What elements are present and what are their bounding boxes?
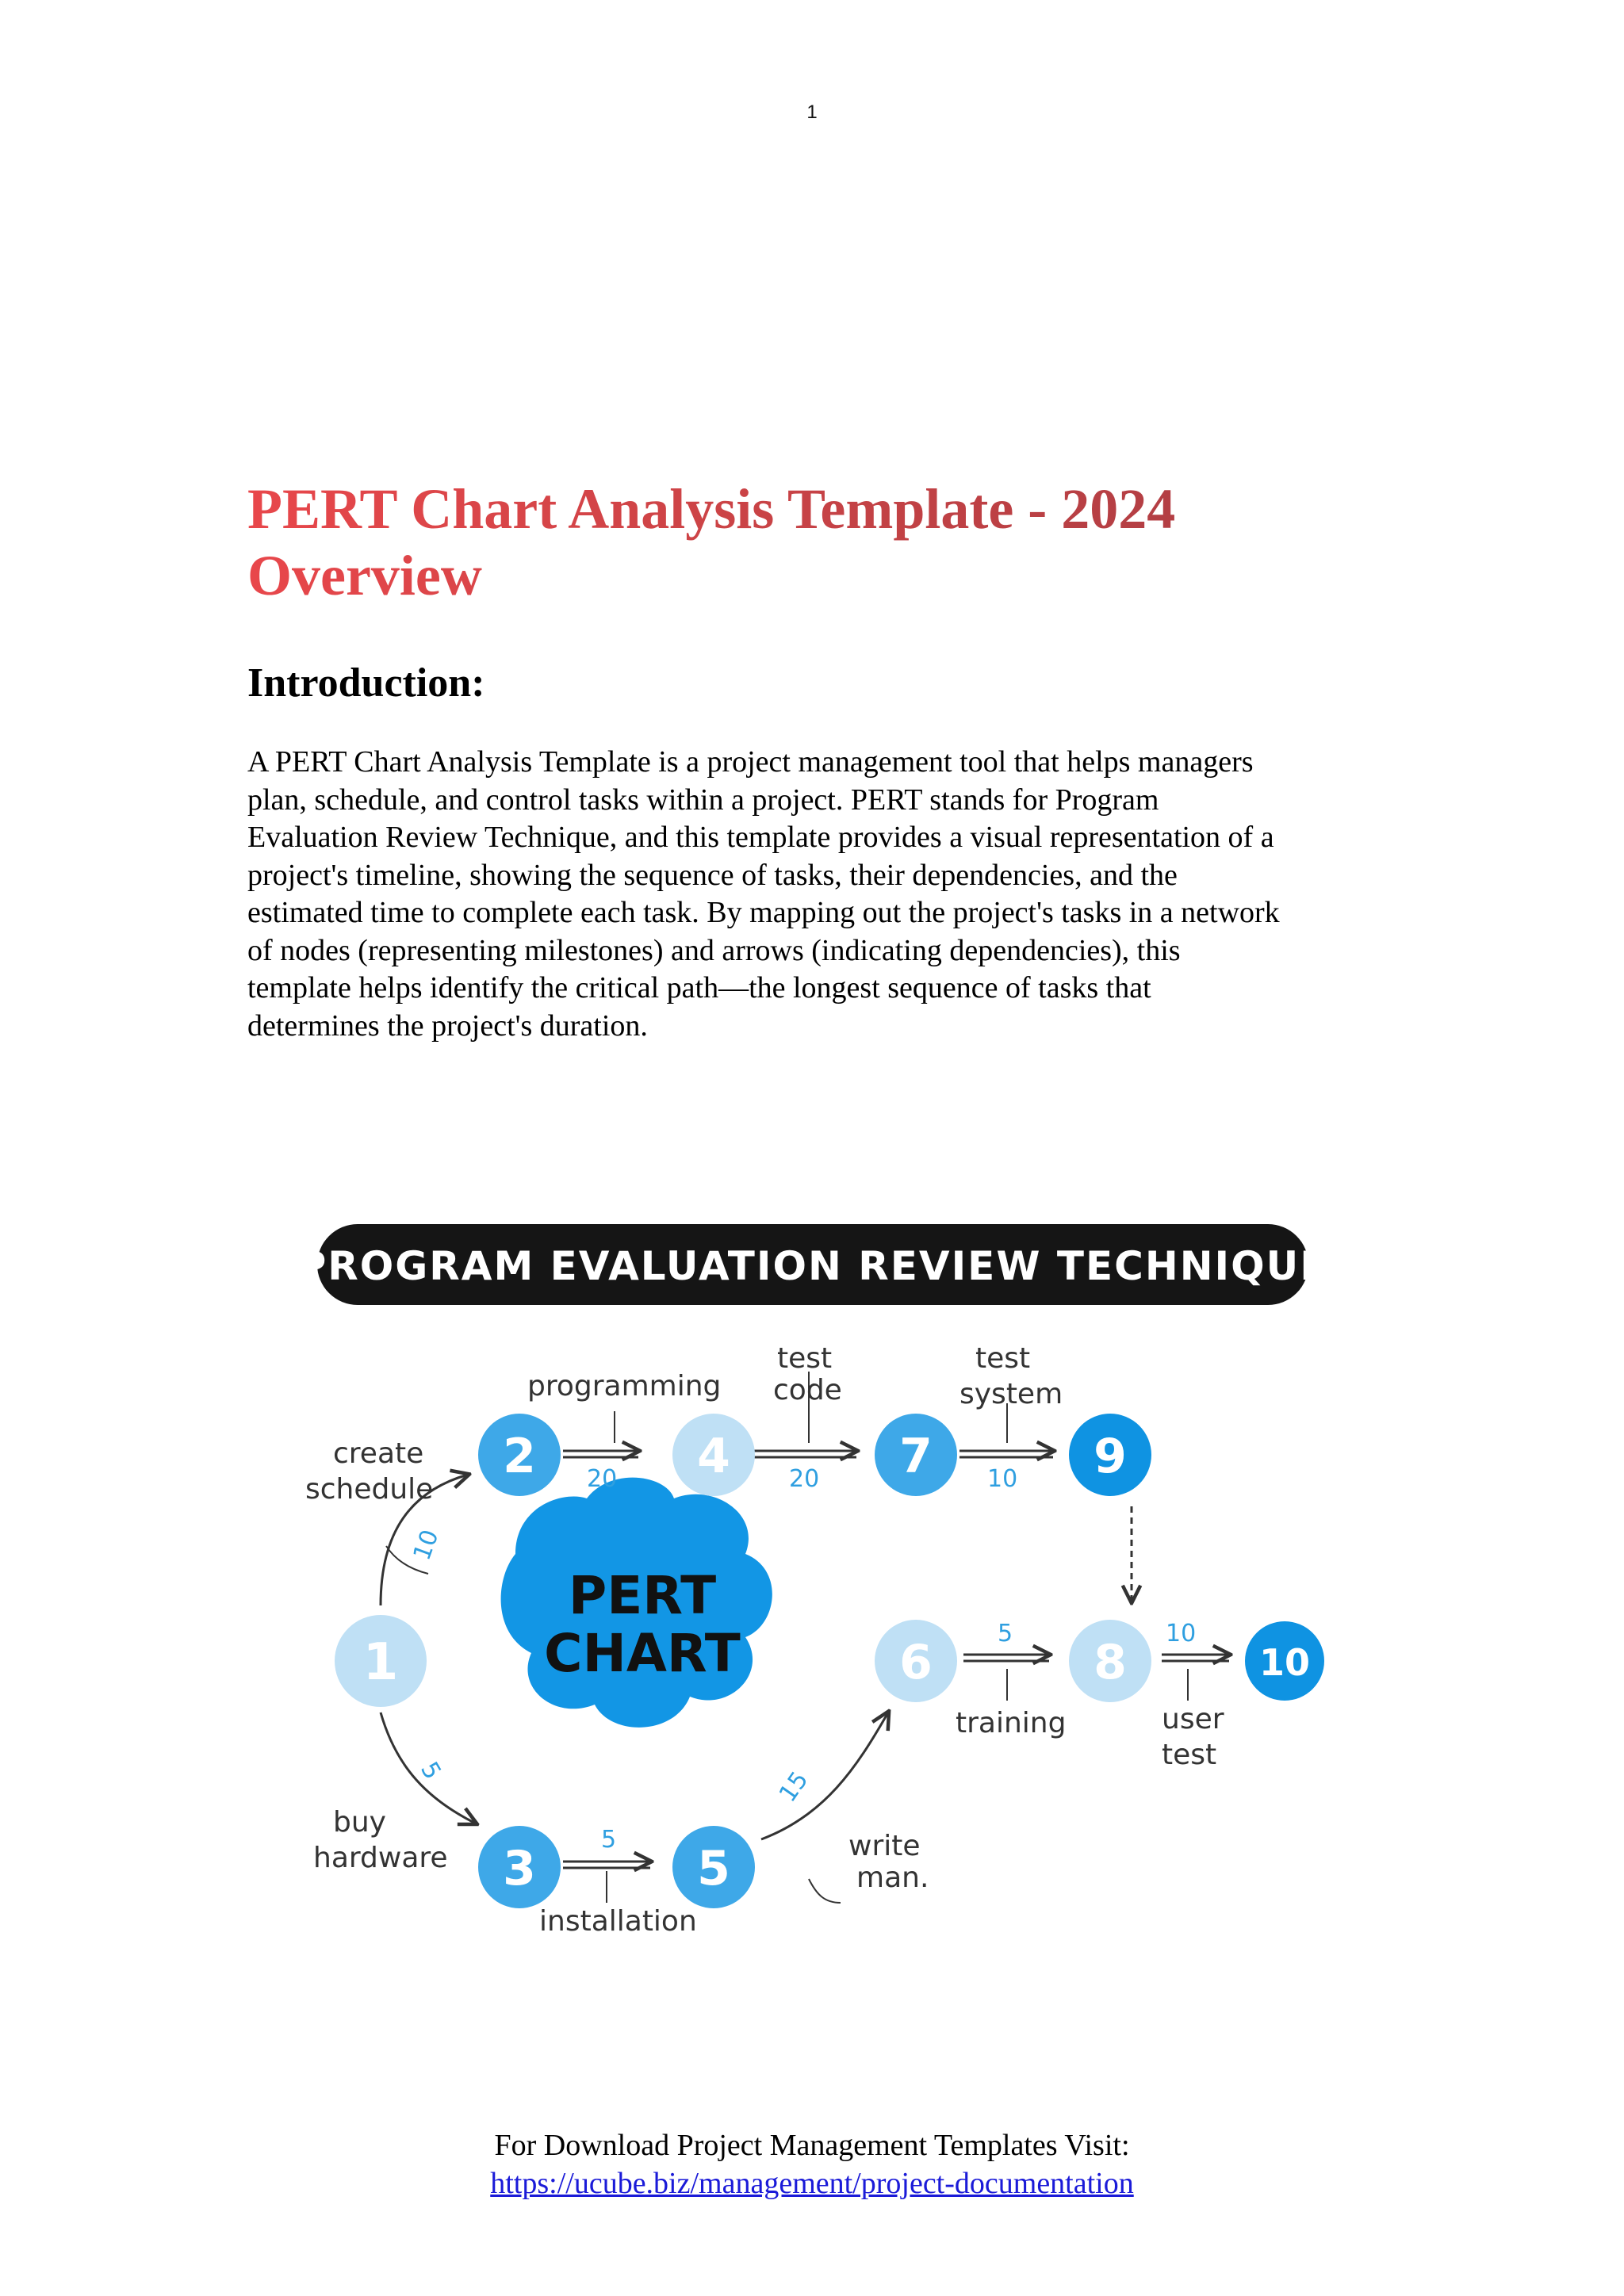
node-label: 5 [697, 1841, 730, 1896]
node-label: 4 [697, 1429, 730, 1484]
blob-label-1: PERT [568, 1565, 717, 1626]
task-test-system-line2: system [959, 1378, 1063, 1410]
intro-line: project's timeline, showing the sequence of tasks, their dependencies, and the [247, 858, 1178, 892]
node-10 [1245, 1621, 1324, 1701]
node-label: 10 [1258, 1641, 1311, 1684]
intro-line: Evaluation Review Technique, and this template provides a visual representation of a [247, 821, 1274, 854]
banner [301, 1224, 1324, 1305]
node-label: 2 [503, 1429, 536, 1484]
node-label: 1 [362, 1633, 399, 1692]
duration-8-10: 10 [1166, 1620, 1197, 1647]
pert-chart-blob [501, 1478, 772, 1728]
task-user-test-line2: test [1162, 1739, 1217, 1771]
node-label: 7 [899, 1429, 933, 1484]
task-test-code-line1: test [777, 1342, 833, 1375]
node-3 [478, 1826, 561, 1908]
node-9 [1069, 1414, 1151, 1496]
task-write-line2: man. [856, 1862, 929, 1894]
intro-line: A PERT Chart Analysis Template is a project management tool that helps managers [247, 745, 1254, 779]
task-training: training [956, 1707, 1067, 1739]
duration-3-5: 5 [601, 1826, 617, 1854]
footer [0, 2126, 1624, 2202]
intro-line: of nodes (representing milestones) and arrows (indicating dependencies), this [247, 933, 1181, 967]
task-create-line1: create [333, 1437, 424, 1470]
page-title [247, 476, 1389, 609]
footer-link[interactable]: https://ucube.biz/management/project-documentation [490, 2167, 1134, 2200]
intro-line: estimated time to complete each task. By mapping out the project's tasks in a network [247, 896, 1280, 929]
node-label: 6 [899, 1635, 933, 1690]
banner-text: PROGRAM EVALUATION REVIEW TECHNIQUE [301, 1243, 1324, 1289]
intro-line: plan, schedule, and control tasks within a project. PERT stands for Program [247, 783, 1159, 817]
node-label: 3 [503, 1841, 536, 1896]
footer-text: For Download Project Management Templates Visit: [494, 2129, 1130, 2162]
node-4 [672, 1414, 755, 1496]
node-8 [1069, 1620, 1151, 1702]
pert-diagram-svg [301, 1213, 1324, 1974]
duration-4-7: 20 [789, 1465, 820, 1493]
page-number: 1 [806, 101, 818, 123]
node-5 [672, 1826, 755, 1908]
leader-write-man [809, 1879, 841, 1903]
page-title-line-1: PERT Chart Analysis Template - 2024 [247, 477, 1176, 541]
duration-7-9: 10 [987, 1465, 1018, 1493]
node-6 [875, 1620, 957, 1702]
task-write-line1: write [848, 1830, 921, 1862]
node-label: 9 [1094, 1429, 1127, 1484]
node-2 [478, 1414, 561, 1496]
duration-6-8: 5 [998, 1620, 1013, 1647]
task-create-line2: schedule [305, 1473, 434, 1506]
node-1 [335, 1615, 427, 1707]
task-test-system-line1: test [975, 1342, 1031, 1375]
intro-line: template helps identify the critical path—the longest sequence of tasks that [247, 971, 1151, 1004]
duration-2-4: 20 [587, 1465, 618, 1493]
pert-diagram [301, 1213, 1324, 1974]
page-title-line-2: Overview [247, 544, 482, 607]
node-7 [875, 1414, 957, 1496]
duration-1-3: 5 [415, 1757, 446, 1785]
intro-line: determines the project's duration. [247, 1008, 648, 1043]
blob-label-2: CHART [544, 1623, 741, 1684]
task-installation: installation [539, 1905, 697, 1938]
task-programming: programming [527, 1370, 722, 1402]
task-user-test-line1: user [1162, 1703, 1224, 1735]
task-test-code-line2: code [773, 1374, 842, 1406]
duration-1-2: 10 [408, 1525, 445, 1564]
task-buy-line2: hardware [313, 1842, 448, 1874]
duration-5-6: 15 [773, 1766, 814, 1808]
node-label: 8 [1094, 1635, 1127, 1690]
task-buy-line1: buy [333, 1806, 386, 1839]
introduction-heading: Introduction: [247, 660, 485, 706]
edge-5-6 [761, 1712, 888, 1839]
introduction-paragraph [247, 744, 1389, 1045]
